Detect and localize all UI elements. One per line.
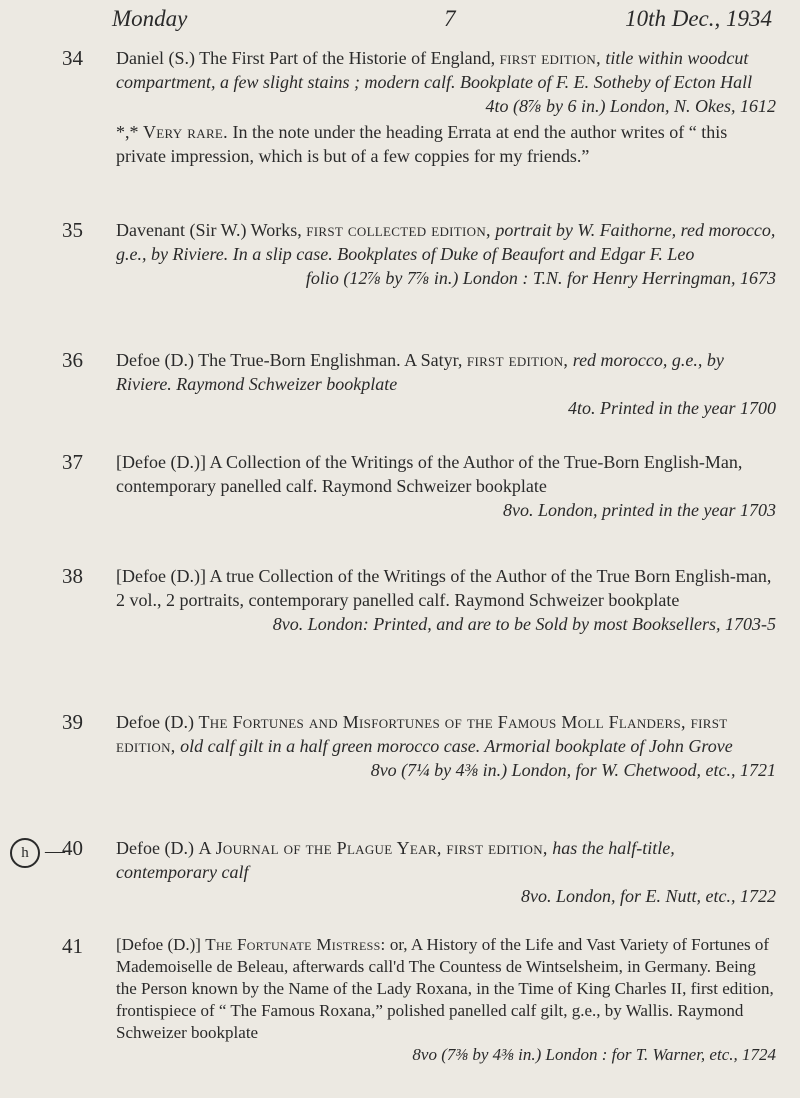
lot-title: [Defoe (D.)] A Collection of the Writings of the Author of the True-Born English-Man, contemporary panelled calf. Raymond Schweizer bookplate: [116, 452, 743, 496]
lot-edition: first edition,: [499, 48, 601, 68]
page-header: [112, 6, 772, 38]
lot-title: Defoe (D.): [116, 712, 199, 732]
lot-details: or, A History of the Life and Vast Variety of Fortunes of Mademoiselle de Beleau, afterwards call'd The Countess de Wintselsheim, in Germany. Being the Person known by the Name of the Lady Roxana, in the Time of King Charles II, first edition, frontispiece of “ The Famous Roxana,” polished panelled calf gilt, g.e., by Wallis. Raymond Schweizer bookplate: [116, 935, 774, 1042]
lot-edition: first collected edition,: [306, 220, 491, 240]
lot-title: [Defoe (D.)]: [116, 935, 206, 954]
page-number: 7: [444, 6, 456, 31]
margin-dash: —: [45, 840, 65, 862]
lot-edition: The Fortunes and Misfortunes of the Famous Moll Flanders, first edition,: [116, 712, 728, 756]
lot-number: 38: [62, 564, 83, 588]
lot-imprint: 4to (8⅞ by 6 in.) London, N. Okes, 1612: [485, 96, 776, 116]
lot-description: [116, 836, 776, 908]
lot-description: [116, 348, 776, 420]
lot-description: [116, 710, 776, 782]
handwritten-margin-mark: [10, 838, 65, 868]
lot-edition: A Journal of the Plague Year, first edition,: [198, 838, 548, 858]
lot-details: portrait by W. Faithorne, red morocco, g.e., by Riviere. In a slip case. Bookplates of Duke of Beaufort and Edgar F. Leo: [116, 220, 776, 264]
lot-title: Defoe (D.): [116, 838, 199, 858]
lot-details: old calf gilt in a half green morocco case. Armorial bookplate of John Grove: [175, 736, 733, 756]
lot-note: *,* Very rare. In the note under the heading Errata at end the author writes of “ this private impression, which is but of a few coppies for my friends.”: [116, 122, 728, 166]
lot-description: [116, 218, 776, 290]
lot-number: 35: [62, 218, 83, 242]
circled-mark: h: [10, 838, 40, 868]
lot-imprint: 8vo. London, for E. Nutt, etc., 1722: [521, 886, 776, 906]
lot-imprint: folio (12⅞ by 7⅞ in.) London : T.N. for Henry Herringman, 1673: [305, 268, 776, 288]
lot-details: red morocco, g.e., by Riviere. Raymond Schweizer bookplate: [116, 350, 724, 394]
lot-edition: first edition,: [466, 350, 569, 370]
lot-number: 41: [62, 934, 83, 958]
lot-imprint: 4to. Printed in the year 1700: [568, 398, 776, 418]
lot-imprint: 8vo (7⅜ by 4⅜ in.) London : for T. Warner, etc., 1724: [412, 1045, 776, 1064]
lot-description: [116, 564, 776, 636]
lot-number: 37: [62, 450, 83, 474]
lot-description: [116, 46, 776, 168]
lot-title: Daniel (S.) The First Part of the Historie of England,: [116, 48, 500, 68]
lot-details: title within woodcut compartment, a few slight stains ; modern calf. Bookplate of F. E. Sotheby of Ecton Hall: [116, 48, 753, 92]
lot-edition: The Fortunate Mistress:: [205, 935, 386, 954]
lot-imprint: 8vo. London: Printed, and are to be Sold by most Booksellers, 1703-5: [272, 614, 776, 634]
lot-number: 40: [62, 836, 83, 860]
lot-imprint: 8vo (7¼ by 4⅜ in.) London, for W. Chetwood, etc., 1721: [370, 760, 776, 780]
lot-title: Davenant (Sir W.) Works,: [116, 220, 307, 240]
lot-imprint: 8vo. London, printed in the year 1703: [503, 500, 776, 520]
lot-description: [116, 450, 776, 522]
lot-number: 34: [62, 46, 83, 70]
lot-description: [116, 934, 776, 1066]
lot-title: Defoe (D.) The True-Born Englishman. A Satyr,: [116, 350, 467, 370]
lot-number: 36: [62, 348, 83, 372]
header-date: 10th Dec., 1934: [625, 6, 772, 31]
lot-title: [Defoe (D.)] A true Collection of the Writings of the Author of the True Born English-man, 2 vol., 2 portraits, contemporary panelled calf. Raymond Schweizer bookplate: [116, 566, 772, 610]
header-day: Monday: [112, 6, 188, 31]
lot-details: has the half-title, contemporary calf: [116, 838, 675, 882]
lot-number: 39: [62, 710, 83, 734]
